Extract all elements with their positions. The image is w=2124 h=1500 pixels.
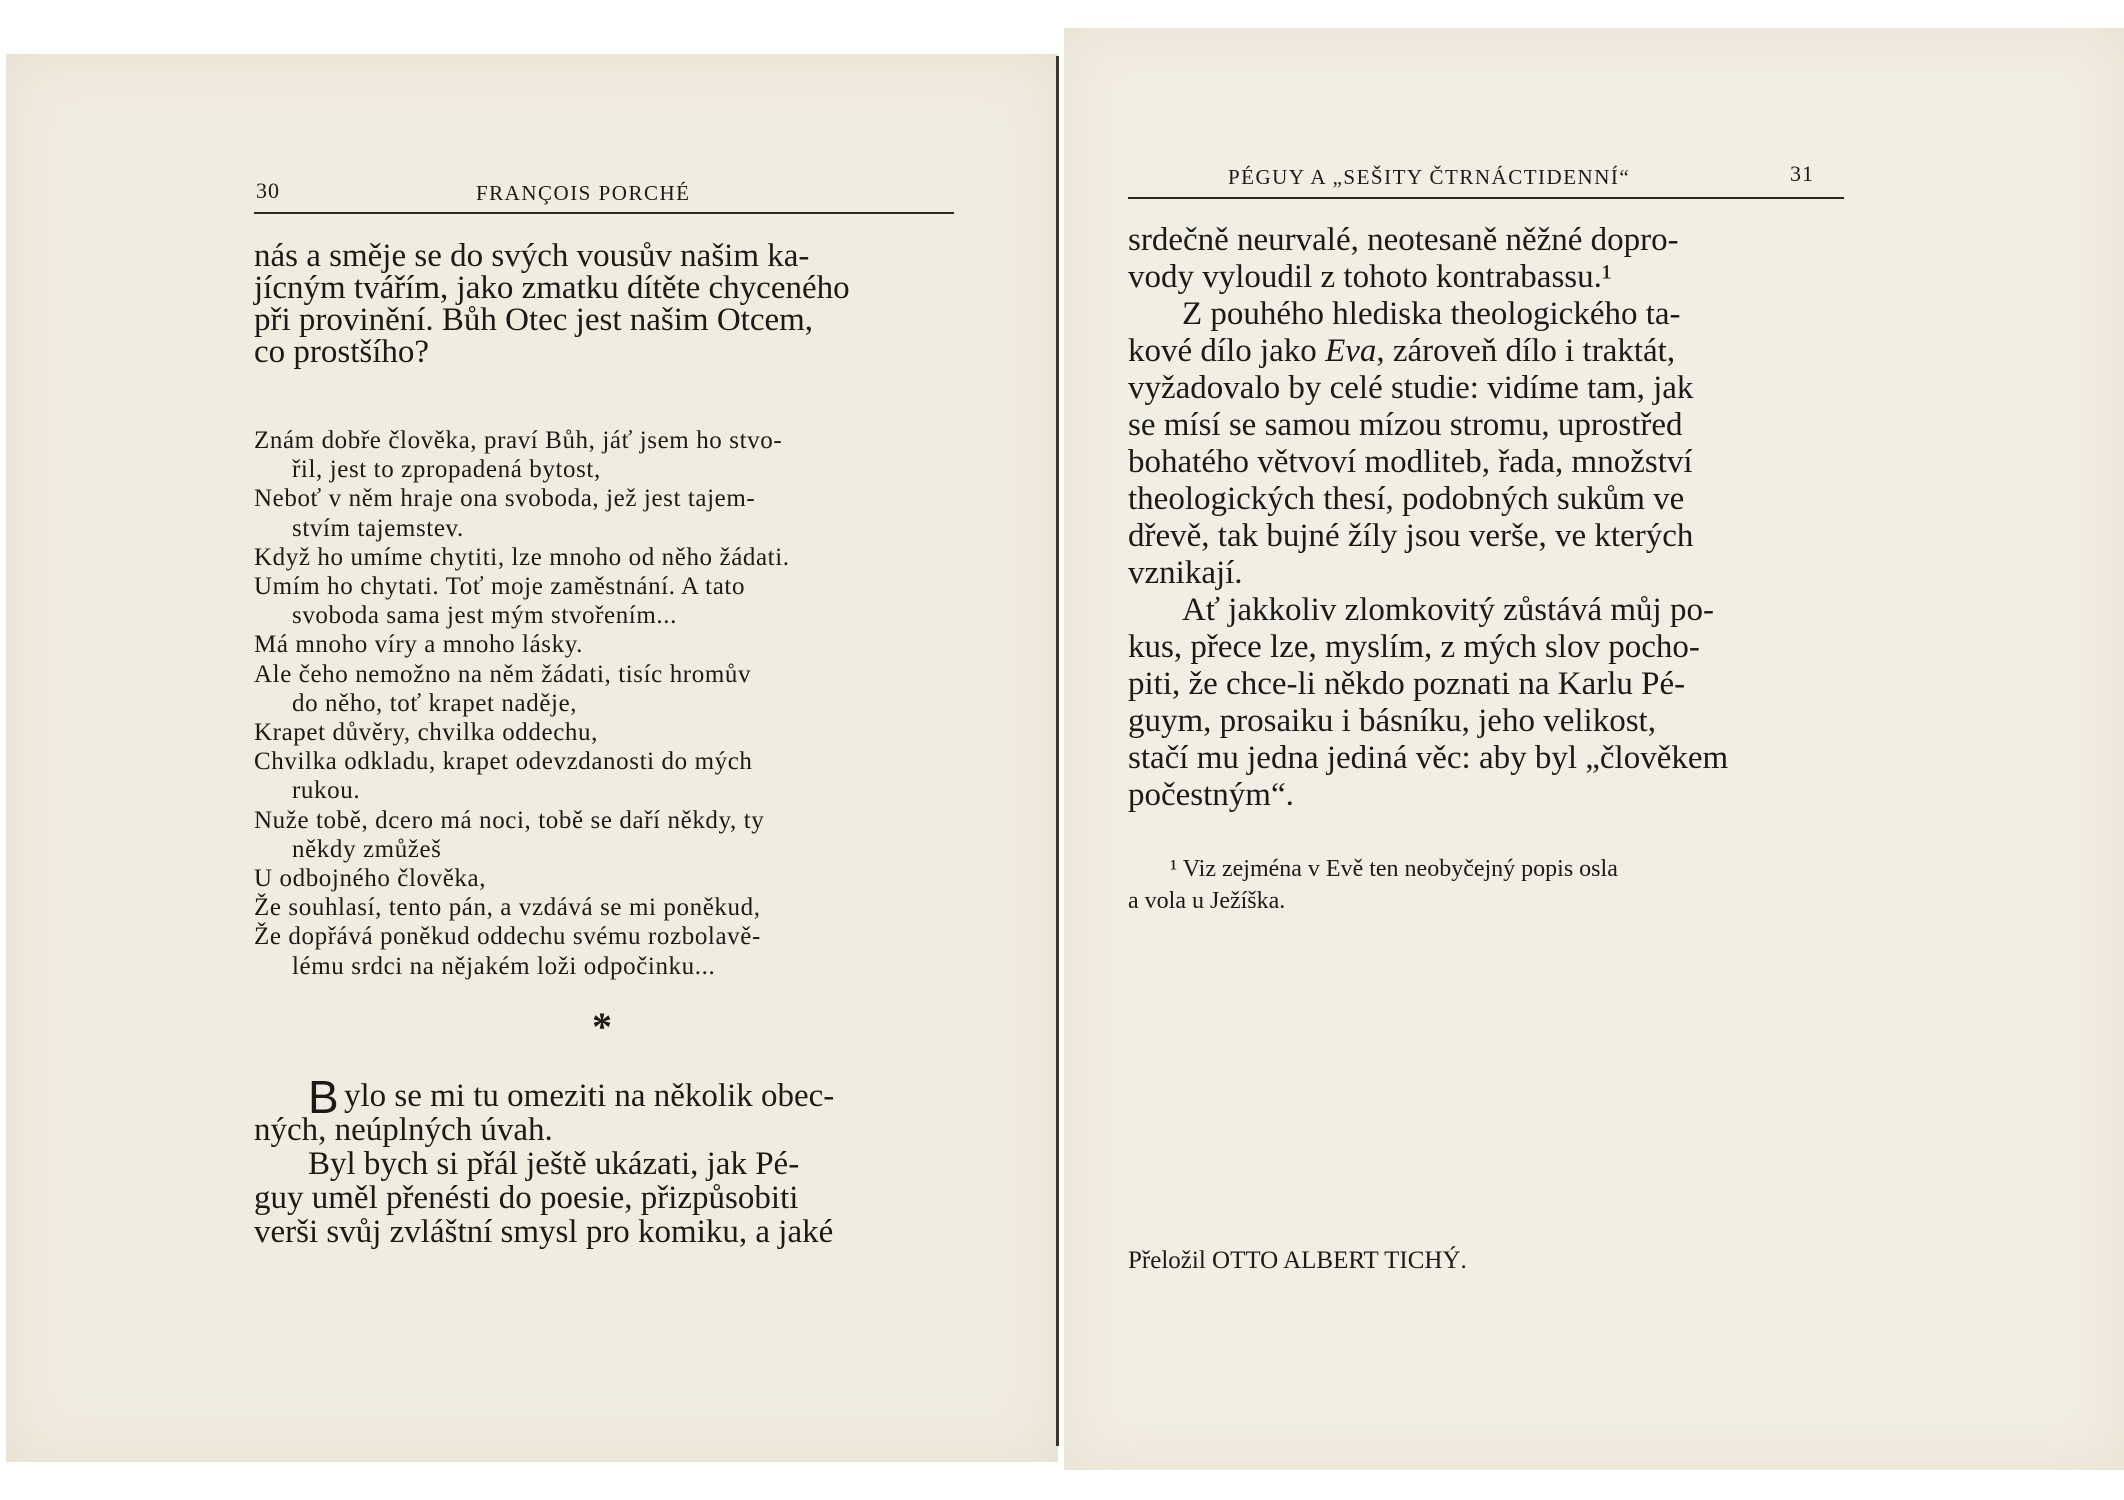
text-line: stačí mu jedna jediná věc: aby byl „člověkem	[1128, 740, 1729, 776]
text-line: guym, prosaiku i básníku, jeho velikost,	[1128, 703, 1656, 739]
verse-line: Umím ho chytati. Toť moje zaměstnání. A tato	[254, 573, 746, 600]
text-line: piti, že chce-li někdo poznati na Karlu Pé-	[1128, 666, 1686, 702]
text-line: Ať jakkoliv zlomkovitý zůstává můj po-	[1182, 592, 1714, 628]
verse-line: Že dopřává poněkud oddechu svému rozbolavě-	[254, 923, 761, 951]
verse-line: rukou.	[292, 777, 361, 805]
drop-cap: B	[308, 1071, 339, 1123]
book-spine	[1056, 56, 1059, 1446]
text-line: ných, neúplných úvah.	[254, 1112, 553, 1148]
text-line: theologických thesí, podobných sukům ve	[1128, 481, 1685, 517]
verse-line: lému srdci na nějakém loži odpočinku...	[292, 952, 716, 980]
text-line: Byl bych si přál ještě ukázati, jak Pé-	[308, 1146, 800, 1182]
text-line: srdečně neurvalé, neotesaně něžné dopro-	[1128, 222, 1679, 258]
verse-line: Krapet důvěry, chvilka oddechu,	[254, 719, 598, 746]
verse-line: U odbojného člověka,	[254, 865, 487, 892]
verse-line: svoboda sama jest mým stvořením...	[292, 602, 677, 630]
left-page-number: 30	[256, 178, 280, 203]
verse-line: Když ho umíme chytiti, lze mnoho od něho žádati.	[254, 543, 790, 571]
verse-line: Chvilka odkladu, krapet odevzdanosti do mých	[254, 748, 753, 776]
left-running-head: FRANÇOIS PORCHÉ	[476, 181, 691, 205]
text-line: při provinění. Bůh Otec jest našim Otcem,	[254, 302, 814, 338]
verse-line: Ale čeho nemožno na něm žádati, tisíc hromův	[254, 660, 752, 688]
verse-line: Že souhlasí, tento pán, a vzdává se mi poněkud,	[254, 894, 761, 922]
verse-line: Má mnoho víry a mnoho lásky.	[254, 631, 584, 659]
verse-line: stvím tajemstev.	[292, 514, 464, 542]
text-line: verši svůj zvláštní smysl pro komiku, a jaké	[254, 1214, 834, 1250]
text-line: vody vyloudil z tohoto kontrabassu.¹	[1128, 259, 1612, 295]
text-line: co prostšího?	[254, 334, 430, 370]
text-line: kové dílo jako Eva, zároveň dílo i traktát,	[1128, 333, 1676, 369]
verse-line: Neboť v něm hraje ona svoboda, jež jest tajem-	[254, 485, 756, 513]
text-line: bohatého větvoví modliteb, řada, množství	[1128, 444, 1693, 480]
text-line: se mísí se samou mízou stromu, uprostřed	[1128, 407, 1683, 443]
footnote-line: ¹ Viz zejména v Evě ten neobyčejný popis osla	[1170, 856, 1618, 882]
verse-line: řil, jest to zpropadená bytost,	[292, 456, 601, 484]
verse-line: Znám dobře člověka, praví Bůh, jáť jsem ho stvo-	[254, 427, 783, 454]
footnote-line: a vola u Ježíška.	[1128, 888, 1286, 914]
verse-line: do něho, toť krapet naděje,	[292, 689, 578, 717]
right-running-head: PÉGUY A „SEŠITY ČTRNÁCTIDENNÍ“	[1228, 165, 1631, 189]
section-separator: *	[592, 1004, 612, 1049]
text-line: vyžadovalo by celé studie: vidíme tam, jak	[1128, 370, 1694, 406]
translator-credit: Přeložil OTTO ALBERT TICHÝ.	[1128, 1247, 1467, 1274]
left-header-rule	[254, 212, 954, 214]
text-line: dřevě, tak bujné žíly jsou verše, ve kterých	[1128, 518, 1694, 554]
right-page-number: 31	[1790, 161, 1814, 186]
text-line: kus, přece lze, myslím, z mých slov pocho-	[1128, 629, 1700, 665]
verse-line: někdy zmůžeš	[292, 835, 442, 863]
text-line: jícným tvářím, jako zmatku dítěte chyceného	[254, 270, 850, 306]
text-line: nás a směje se do svých vousův našim ka-	[254, 238, 810, 274]
verse-line: Nuže tobě, dcero má noci, tobě se daří někdy, ty	[254, 806, 765, 834]
text-line: počestným“.	[1128, 777, 1294, 813]
text-line: vznikají.	[1128, 555, 1243, 591]
text-line: Z pouhého hlediska theologického ta-	[1182, 296, 1681, 332]
right-header-rule	[1128, 197, 1844, 199]
text-line: guy uměl přenésti do poesie, přizpůsobiti	[254, 1180, 799, 1216]
text-line: ylo se mi tu omeziti na několik obec-	[344, 1078, 835, 1114]
italic-title: Eva	[1325, 333, 1377, 369]
